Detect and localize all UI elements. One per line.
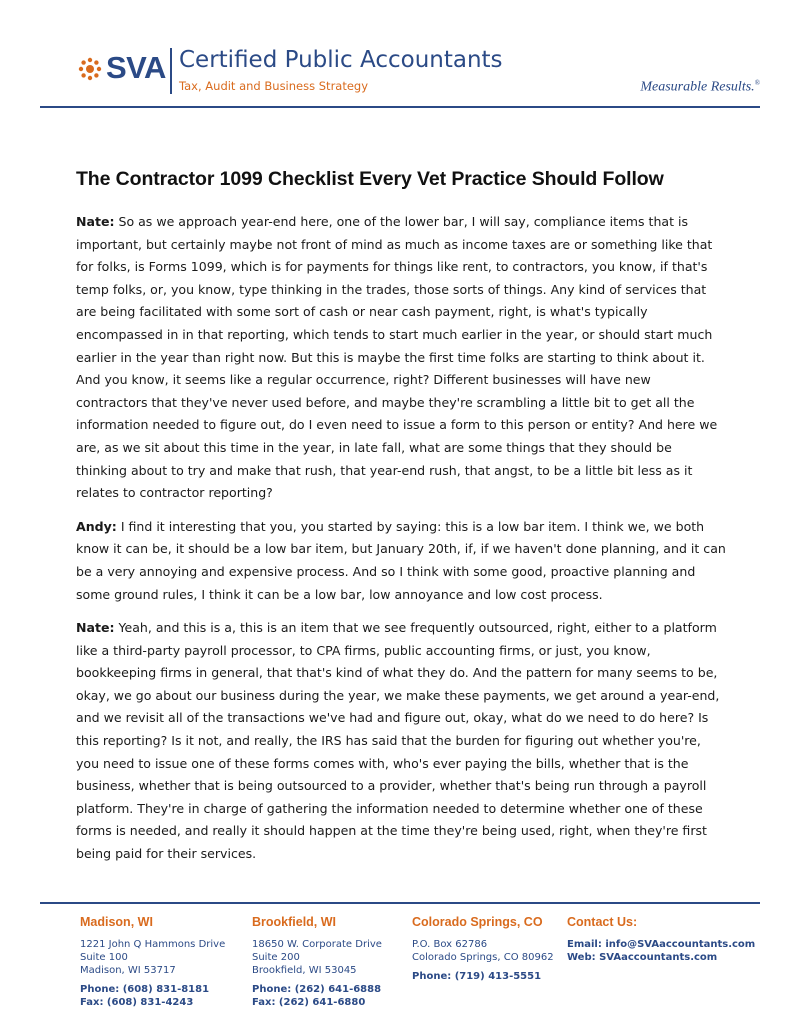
office-madison	[80, 915, 225, 1009]
office-city: Brookfield, WI	[252, 915, 337, 929]
office-brookfield	[252, 915, 382, 1009]
firm-title: Certified Public Accountants	[179, 47, 503, 73]
logo-divider	[170, 48, 172, 94]
sunburst-logo-icon	[78, 57, 102, 81]
logo-wordmark: SVA	[106, 50, 166, 85]
address-line: P.O. Box 62786	[412, 939, 488, 950]
slogan	[640, 79, 760, 96]
address-line: 18650 W. Corporate Drive	[252, 939, 382, 950]
registered-mark: ®	[754, 79, 760, 87]
address-line: Suite 200	[252, 952, 300, 963]
address-line: 1221 John Q Hammons Drive	[80, 939, 226, 950]
contact-heading: Contact Us:	[567, 915, 638, 929]
address-line: Madison, WI 53717	[80, 965, 176, 976]
office-colorado-springs	[412, 915, 554, 983]
slogan-text: Measurable Results.	[640, 79, 755, 95]
phone-number[interactable]: Phone: (262) 641-6888	[252, 984, 382, 995]
paragraph-text: So as we approach year-end here, one of the lower bar, I will say, compliance items that is important, but certainly maybe not front of mind as much as income taxes are or something like that for folks, is Forms 1099, which is for payments for things like rent, to contractors, you know, if that's temp folks, or, you know, type thinking in the trades, those sorts of things. Any kind of services that are being facilitated with some sort of cash or near cash payment, right, is what's typically encompassed in in that reporting, which tends to start much earlier in the year, or should start much earlier in the year than right now. But this is maybe the first time folks are starting to think about it. And you know, it seems like a regular occurrence, right? Different businesses will have new contractors that they've never used before, and maybe they're scrambling a little bit to get all the information needed to figure out, do I even need to issue a form to this person or entity? And here we are, as we sit about this time in the year, in late fall, what are some things that they should be thinking about to try and make that rush, that year-end rush, that angst, to be a little bit less as it relates to contractor reporting?	[76, 214, 718, 501]
speaker-label: Andy:	[76, 518, 117, 534]
address-line: Suite 100	[80, 952, 128, 963]
office-city: Madison, WI	[80, 915, 153, 929]
fax-number: Fax: (608) 831-4243	[80, 997, 194, 1008]
phone-number[interactable]: Phone: (719) 413-5551	[412, 971, 542, 982]
address-line: Brookfield, WI 53045	[252, 965, 357, 976]
address-line: Colorado Springs, CO 80962	[412, 952, 554, 963]
firm-tagline: Tax, Audit and Business Strategy	[179, 79, 369, 93]
speaker-label: Nate:	[76, 214, 115, 229]
fax-number: Fax: (262) 641-6880	[252, 997, 366, 1008]
transcript-paragraph	[76, 617, 726, 866]
transcript-paragraph	[76, 516, 726, 606]
phone-number[interactable]: Phone: (608) 831-8181	[80, 984, 210, 995]
contact-web-link[interactable]: Web: SVAaccountants.com	[567, 952, 718, 963]
article-body	[76, 168, 726, 877]
paragraph-text: I find it interesting that you, you started by saying: this is a low bar item. I think we, we both know it can be, it should be a low bar item, but January 20th, if, if we haven't done planning, and it can be a very annoying and expensive process. And so I think with some good, proactive planning and some ground rules, I think it can be a low bar, low annoyance and low cost process.	[76, 518, 726, 602]
office-city: Colorado Springs, CO	[412, 915, 543, 929]
article-title: The Contractor 1099 Checklist Every Vet Practice Should Follow	[76, 168, 664, 190]
transcript-paragraph	[76, 211, 726, 505]
paragraph-text: Yeah, and this is a, this is an item that we see frequently outsourced, right, either to a platform like a third-party payroll processor, to CPA firms, public accounting firms, or just, you know, bookkeeping firms in general, that that's kind of what they do. And the pattern for many seems to be, okay, we go about our business during the year, we make these payments, we get around a year-end, and we revisit all of the transactions we've had and figure out, okay, what do we need to do here? Is this reporting? Is it not, and really, the IRS has said that the burden for figuring out whether you're, you need to issue one of these forms comes with, who's ever paying the bills, whether that is the business, whether that is being outsourced to a provider, whether that's being run through a payroll platform. They're in charge of gathering the information needed to determine whether one of these forms is needed, and really it should happen at the time they're being used, right, when they're first being paid for their services.	[76, 620, 720, 862]
contact-email-link[interactable]: Email: info@SVAaccountants.com	[567, 939, 756, 950]
footer-divider	[40, 902, 760, 904]
footer	[80, 915, 760, 1025]
contact-us	[567, 915, 755, 964]
header-divider	[40, 106, 760, 108]
speaker-label: Nate:	[76, 620, 115, 636]
